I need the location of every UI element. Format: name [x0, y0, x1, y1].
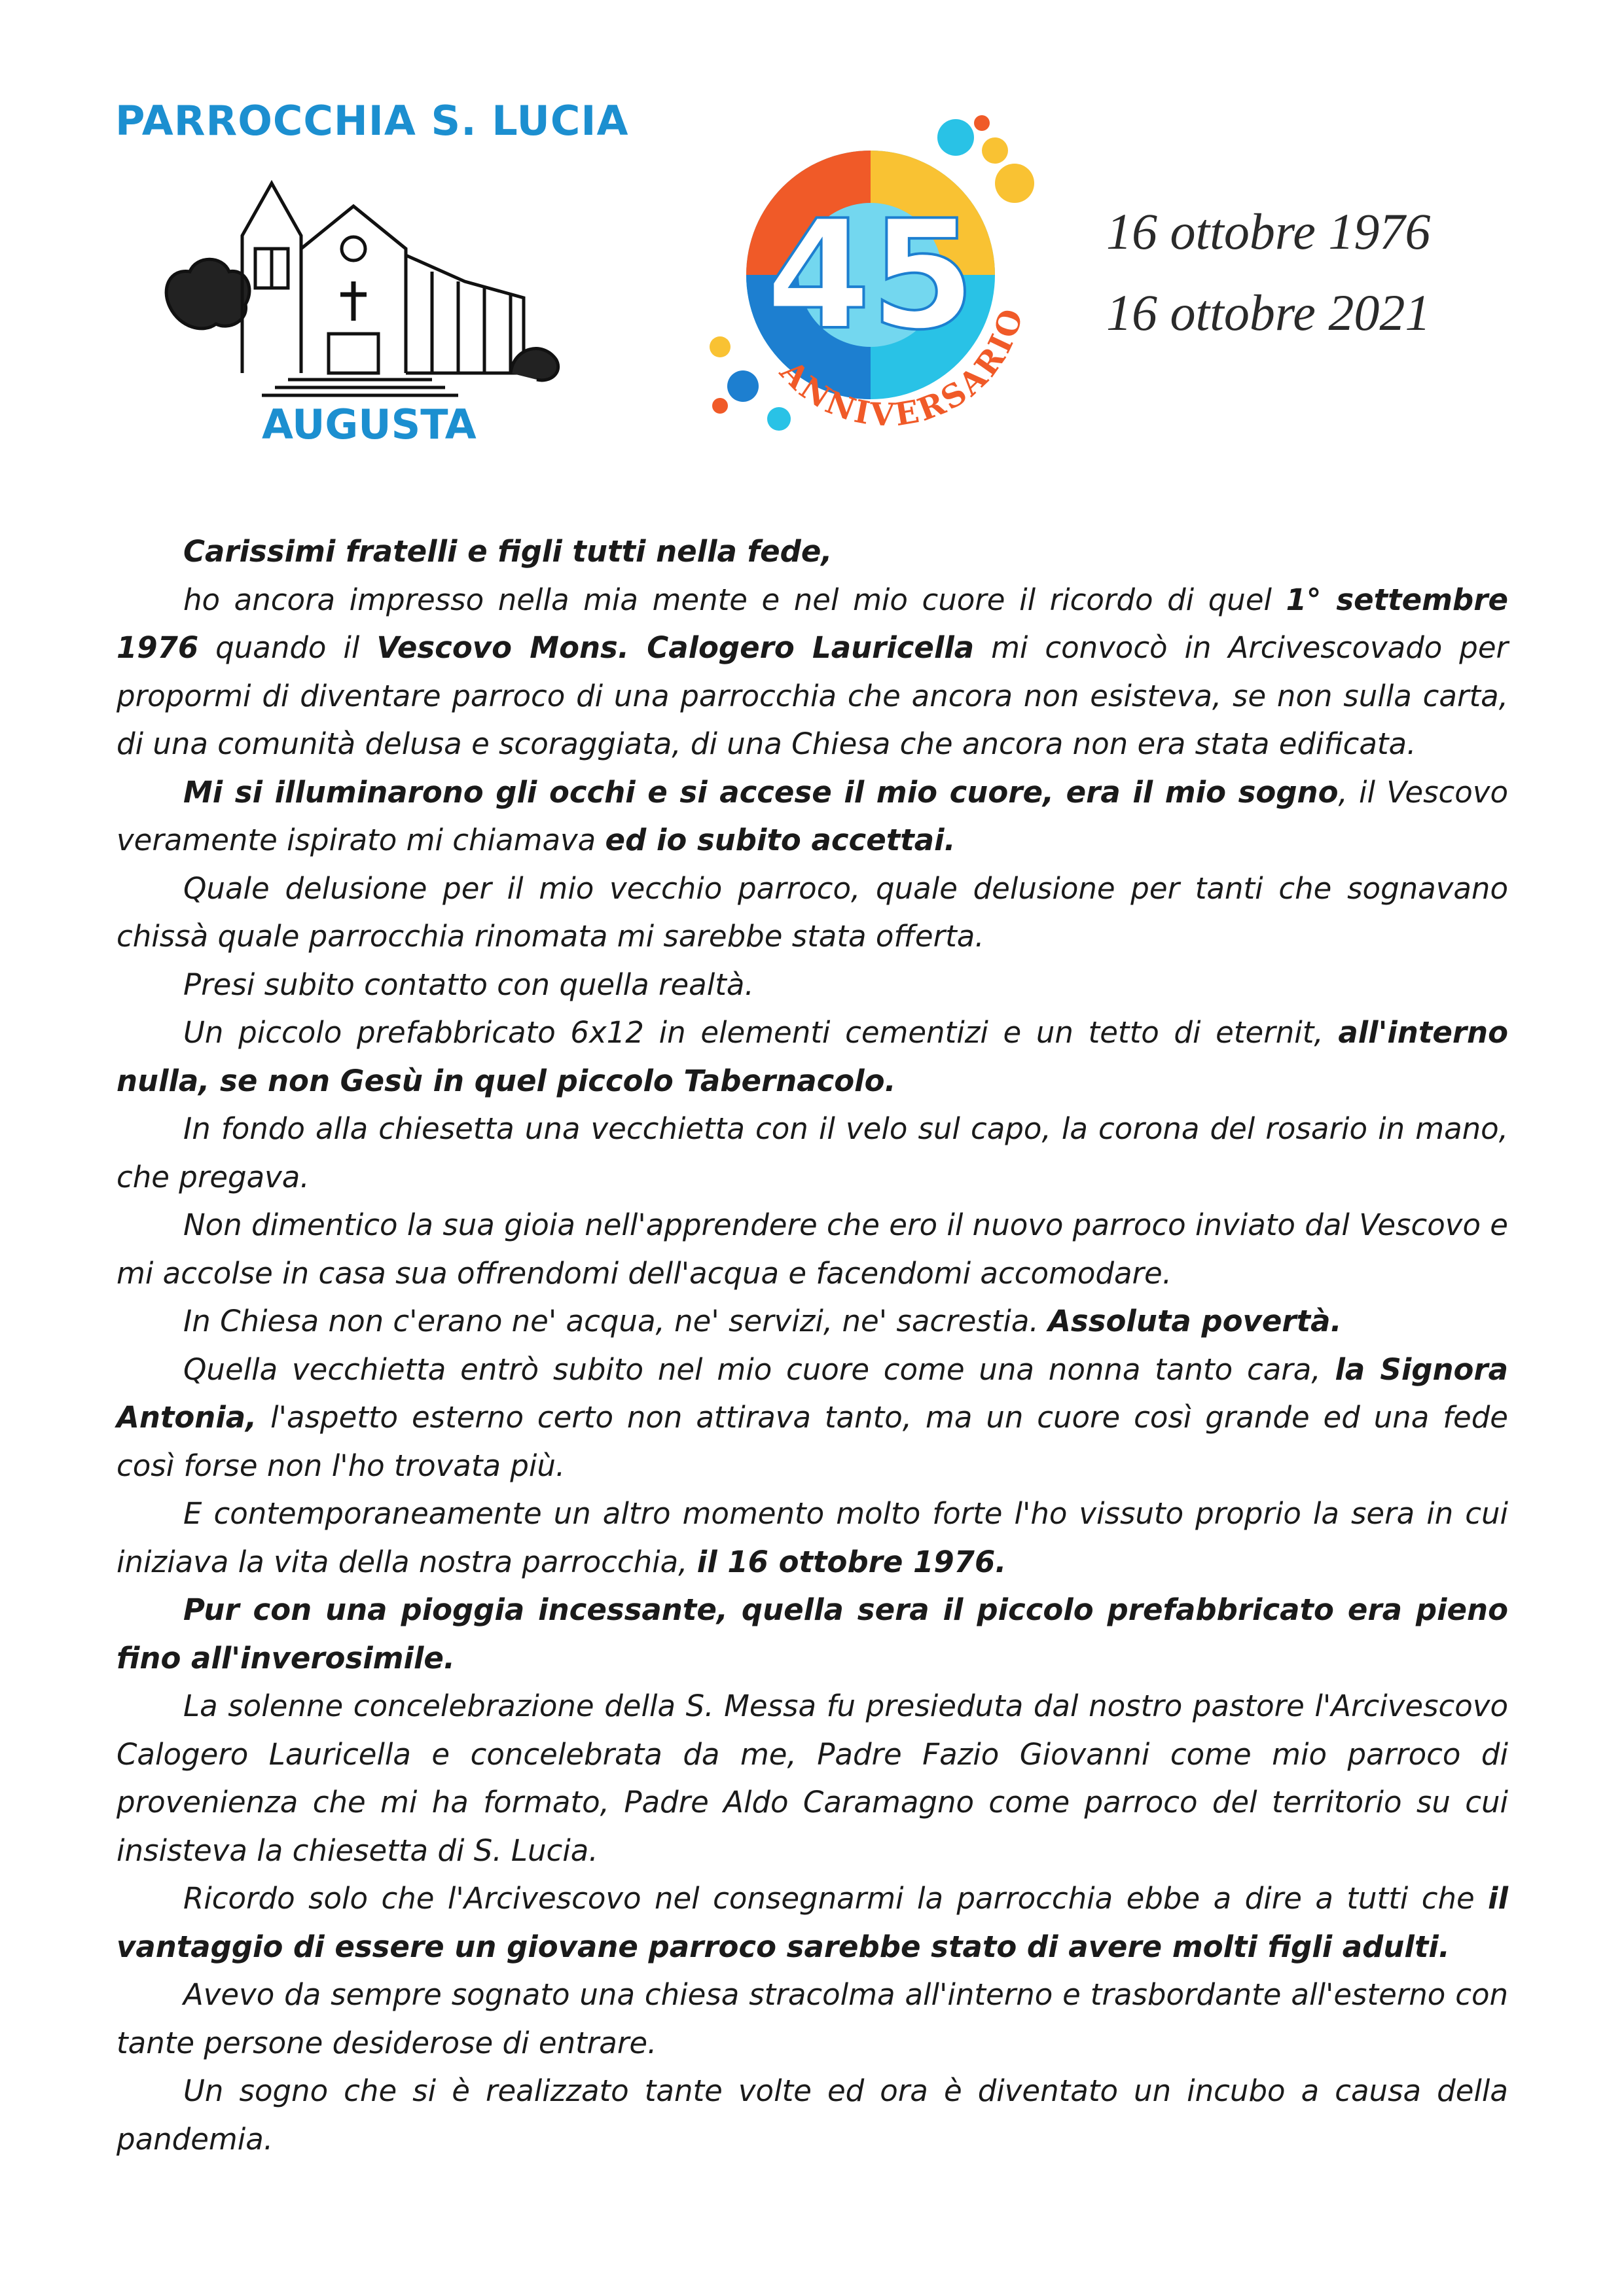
- paragraph: Pur con una pioggia incessante, quella sera il piccolo prefabbricato era pieno fino all'inverosimile.: [117, 1592, 1508, 1676]
- parish-city: AUGUSTA: [262, 401, 477, 448]
- paragraph: Quale delusione per il mio vecchio parroco, quale delusione per tanti che sognavano chissà quale parrocchia rinomata mi sarebbe stata offerta.: [117, 870, 1508, 954]
- paragraph: Un sogno che si è realizzato tante volte ed ora è diventato un incubo a causa della pandemia.: [117, 2073, 1508, 2157]
- date-end: 16 ottobre 2021: [1106, 284, 1431, 341]
- paragraph: Quella vecchietta entrò subito nel mio cuore come una nonna tanto cara, la Signora Antonia, l'aspetto esterno certo non attirava tanto, ma un cuore così grande ed una fede così forse non l'ho trovata più.: [117, 1352, 1508, 1483]
- paragraph: ho ancora impresso nella mia mente e nel mio cuore il ricordo di quel 1° settembre 1976 quando il Vescovo Mons. Calogero Lauricella mi convocò in Arcivescovado per propormi di diventare parroco di una parrocchia che ancora non esisteva, se non sulla carta, di una comunità delusa e scoraggiata, di una Chiesa che ancora non era stata edificata.: [117, 582, 1509, 761]
- paragraph: Non dimentico la sua gioia nell'apprendere che ero il nuovo parroco inviato dal Vescovo e mi accolse in casa sua offrendomi dell'acqua e facendomi accomodare.: [117, 1208, 1508, 1291]
- paragraph: La solenne concelebrazione della S. Messa fu presieduta dal nostro pastore l'Arcivescovo Calogero Lauricella e concelebrata da me, Padre Fazio Giovanni come mio parroco di provenienza che mi ha formato, Padre Aldo Caramagno come parroco del territorio su cui insisteva la chiesetta di S. Lucia.: [117, 1689, 1508, 1868]
- paragraph: Avevo da sempre sognato una chiesa stracolma all'interno e trasbordante all'esterno con tante persone desiderose di entrare.: [117, 1977, 1508, 2060]
- letter-body: [117, 528, 1508, 2163]
- paragraph: In fondo alla chiesetta una vecchietta con il velo sul capo, la corona del rosario in mano, che pregava.: [117, 1111, 1508, 1194]
- anniversary-number: 45: [765, 188, 976, 363]
- paragraph: Ricordo solo che l'Arcivescovo nel consegnarmi la parrocchia ebbe a dire a tutti che il vantaggio di essere un giovane parroco sarebbe stato di avere molti figli adulti.: [117, 1881, 1508, 1964]
- paragraph: Mi si illuminarono gli occhi e si accese il mio cuore, era il mio sogno, il Vescovo veramente ispirato mi chiamava ed io subito accettai.: [117, 774, 1508, 857]
- paragraph: Un piccolo prefabbricato 6x12 in elementi cementizi e un tetto di eternit, all'interno nulla, se non Gesù in quel piccolo Tabernacolo.: [117, 1015, 1508, 1098]
- date-start: 16 ottobre 1976: [1106, 203, 1431, 260]
- paragraph: E contemporaneamente un altro momento molto forte l'ho vissuto proprio la sera in cui iniziava la vita della nostra parrocchia, il 16 ottobre 1976.: [117, 1496, 1508, 1579]
- paragraph: In Chiesa non c'erano ne' acqua, ne' servizi, ne' sacrestia. Assoluta povertà.: [183, 1304, 1342, 1338]
- anniversary-dates: [1106, 191, 1564, 353]
- salutation: Carissimi fratelli e figli tutti nella fede,: [183, 534, 833, 569]
- paragraph: Presi subito contatto con quella realtà.: [183, 967, 754, 1002]
- church-drawing: [157, 157, 563, 399]
- anniversary-word: ANNIVERSARIO: [772, 302, 1032, 434]
- anniversary-logo: [707, 111, 1047, 452]
- parish-name: PARROCCHIA S. LUCIA: [115, 97, 629, 145]
